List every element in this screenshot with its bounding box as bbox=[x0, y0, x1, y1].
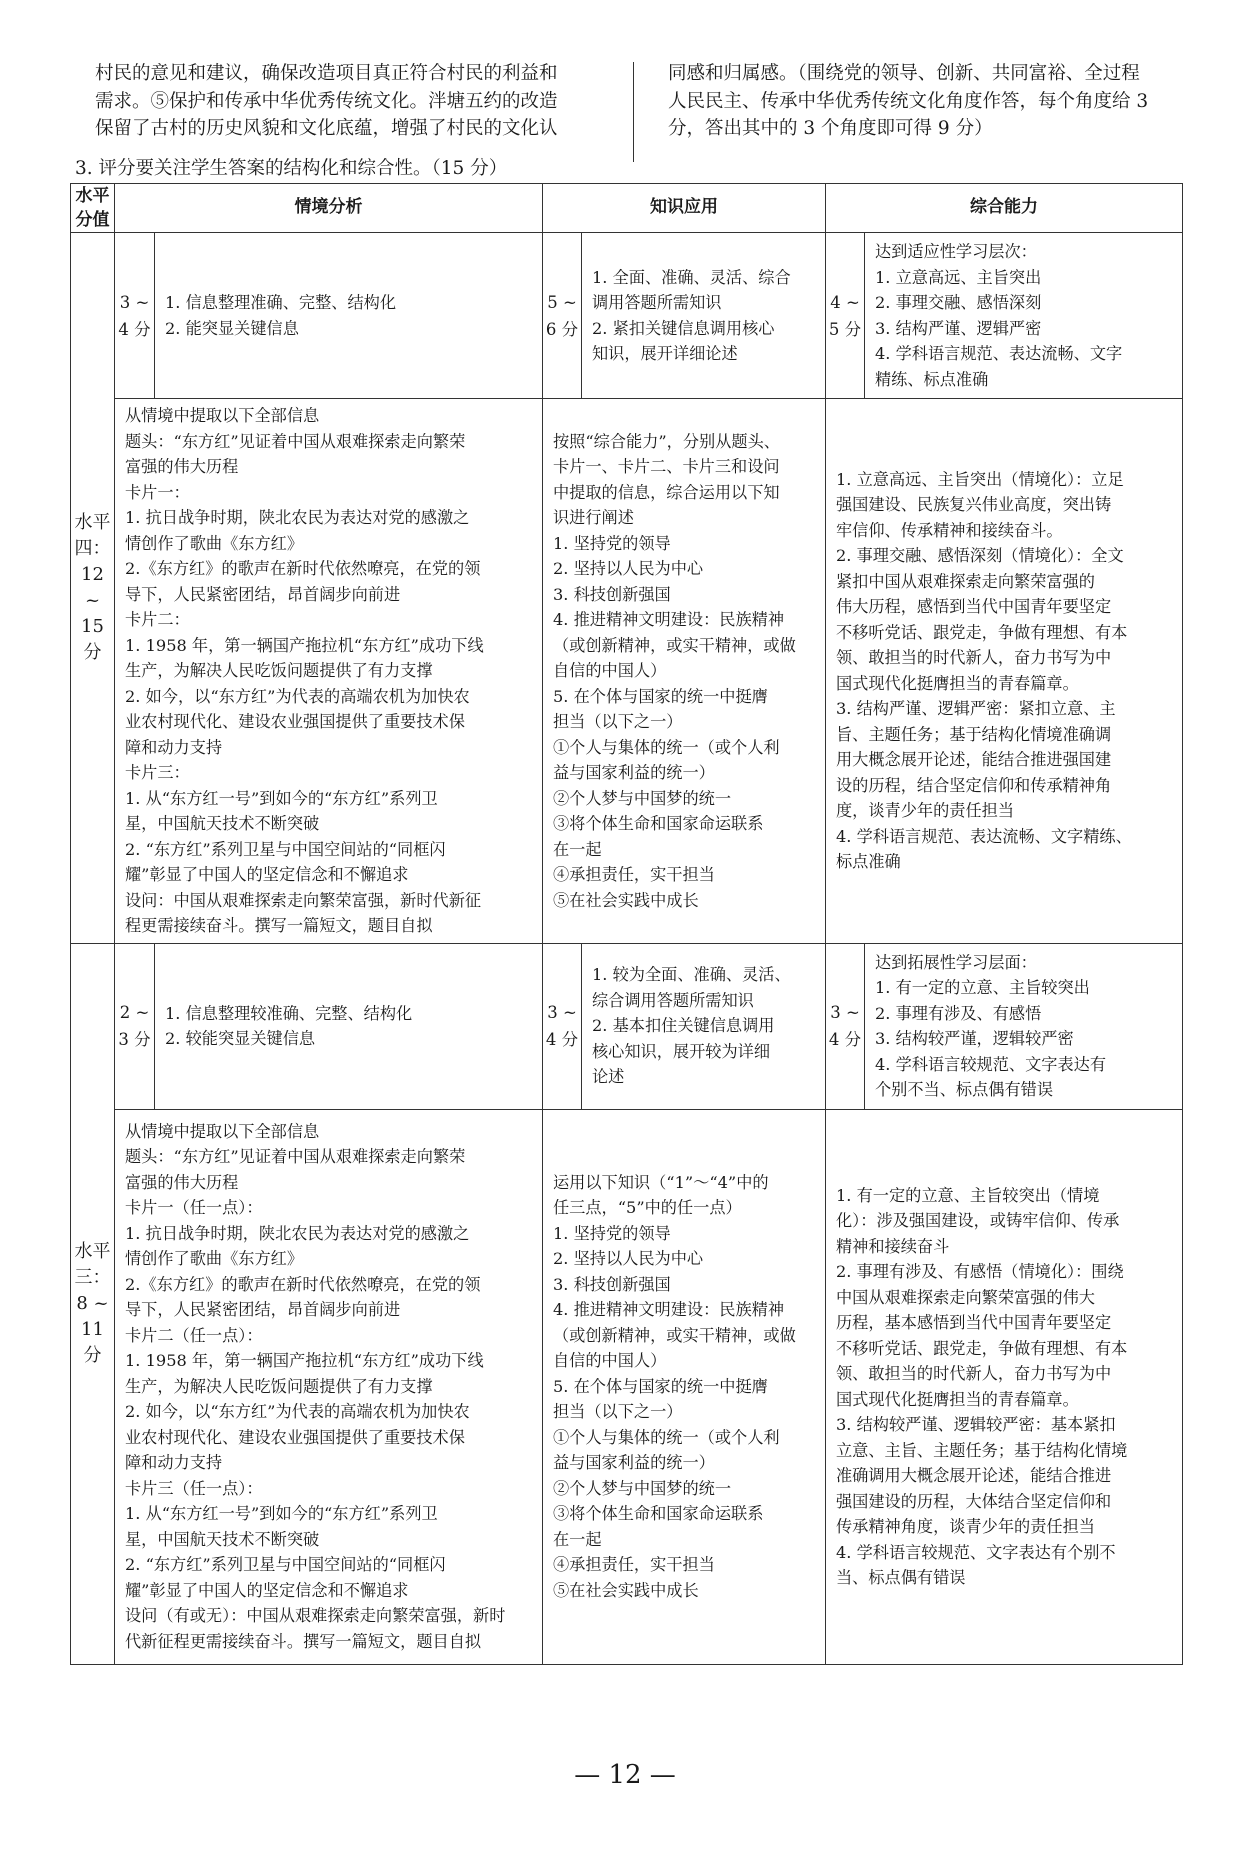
text-line: 2 ~ bbox=[119, 1003, 150, 1022]
text-line: 8 ~ bbox=[76, 1292, 109, 1314]
text-line: 卡片二： bbox=[125, 610, 190, 629]
text-line: 从情境中提取以下全部信息 bbox=[125, 406, 320, 425]
header-level bbox=[71, 184, 115, 233]
level4-ability-detail bbox=[826, 399, 1183, 944]
text-line: 担当（以下之一） bbox=[553, 1402, 683, 1422]
text-line: 卡片三（任一点）： bbox=[125, 1478, 263, 1498]
level4-c3-score bbox=[826, 233, 865, 399]
text-line: 3. 结构较严谨，逻辑较严密 bbox=[875, 1029, 1074, 1048]
text-line: 2. 如今，以“东方红”为代表的高端农机为加快农 bbox=[125, 686, 470, 706]
level3-ability-detail bbox=[826, 1109, 1183, 1664]
level3-c3-criteria bbox=[865, 943, 1183, 1109]
text-line: 牢信仰、传承精神和接续奋斗。 bbox=[836, 520, 1063, 540]
text-line: 国式现代化挺膺担当的青春篇章。 bbox=[836, 673, 1079, 693]
level3-detail-row bbox=[71, 1109, 1183, 1664]
text-line: 1. 抗日战争时期，陕北农民为表达对党的感激之 bbox=[125, 1223, 470, 1243]
intro-text-line: 村民的意见和建议，确保改造项目真正符合村民的利益和 bbox=[95, 63, 558, 84]
level4-c1-criteria bbox=[155, 233, 543, 399]
level3-c1-score bbox=[115, 943, 155, 1109]
text-line: 1. 较为全面、准确、灵活、 bbox=[592, 965, 791, 985]
text-line: 强国建设、民族复兴伟业高度，突出铸 bbox=[836, 495, 1112, 515]
text-line: 2. 能突显关键信息 bbox=[165, 318, 299, 338]
level4-situation-detail bbox=[115, 399, 543, 944]
text-line: ⑤在社会实践中成长 bbox=[553, 1580, 699, 1600]
text-line: 1. 坚持党的领导 bbox=[553, 1223, 671, 1243]
text-line: 紧扣中国从艰难探索走向繁荣富强的 bbox=[836, 571, 1095, 591]
level4-label bbox=[71, 233, 115, 944]
level3-c2-score bbox=[543, 943, 582, 1109]
text-line: 12 ~ bbox=[81, 563, 104, 611]
text-line: 5 ~ bbox=[547, 292, 577, 312]
text-line: 1. 从“东方红一号”到如今的“东方红”系列卫 bbox=[125, 1504, 438, 1524]
text-line: 准确调用大概念展开论述，能结合推进 bbox=[836, 1466, 1112, 1485]
text-line: 领、敢担当的时代新人，奋力书写为中 bbox=[836, 648, 1112, 668]
text-line: 历程，基本感悟到当代中国青年要坚定 bbox=[836, 1313, 1112, 1332]
text-line: 情创作了歌曲《东方红》 bbox=[125, 533, 304, 553]
text-line: 2. 如今，以“东方红”为代表的高端农机为加快农 bbox=[125, 1402, 470, 1422]
text-line: 3. 结构严谨、逻辑严密 bbox=[875, 318, 1042, 338]
text-line: 2.《东方红》的歌声在新时代依然嘹亮，在党的领 bbox=[125, 559, 481, 578]
level4-c2-criteria bbox=[582, 233, 826, 399]
text-line: 2. 事理有涉及、有感悟 bbox=[875, 1003, 1042, 1023]
intro-text-line: 保留了古村的历史风貌和文化底蕴，增强了村民的文化认 bbox=[95, 118, 558, 139]
text-line: 1. 从“东方红一号”到如今的“东方红”系列卫 bbox=[125, 788, 438, 808]
text-line: 3 ~ bbox=[119, 292, 150, 312]
text-line: 中提取的信息，综合运用以下知 bbox=[553, 482, 780, 502]
scoring-instruction: 3. 评分要关注学生答案的结构化和综合性。（15 分） bbox=[75, 158, 508, 179]
text-line: （或创新精神，或实干精神，或做 bbox=[553, 1325, 796, 1345]
text-line: 个别不当、标点偶有错误 bbox=[875, 1080, 1054, 1099]
text-line: 精练、标点准确 bbox=[875, 369, 989, 389]
text-line: （或创新精神，或实干精神，或做 bbox=[553, 635, 796, 655]
intro-text-line: 人民民主、传承中华优秀传统文化角度作答，每个角度给 3 bbox=[668, 90, 1149, 112]
text-line: 3. 结构较严谨、逻辑较严密：基本紧扣 bbox=[836, 1415, 1116, 1434]
text-line: 精神和接续奋斗 bbox=[836, 1236, 950, 1256]
text-line: 标点准确 bbox=[836, 852, 901, 872]
text-line: ①个人与集体的统一（或个人利 bbox=[553, 1427, 780, 1447]
intro-text-line: 需求。⑤保护和传承中华优秀传统文化。泮塘五约的改造 bbox=[95, 90, 558, 112]
header-level-line: 分值 bbox=[75, 210, 110, 230]
text-line: 4. 推进精神文明建设：民族精神 bbox=[553, 1300, 785, 1320]
text-line: 导下，人民紧密团结，昂首阔步向前进 bbox=[125, 584, 401, 604]
intro-text-line: 分，答出其中的 3 个角度即可得 9 分） bbox=[668, 118, 993, 139]
text-line: 在一起 bbox=[553, 1529, 602, 1549]
text-line: 担当（以下之一） bbox=[553, 712, 683, 731]
text-line: 卡片一、卡片二、卡片三和设问 bbox=[553, 457, 780, 476]
text-line: ③将个体生命和国家命运联系 bbox=[553, 814, 764, 833]
text-line: 2. “东方红”系列卫星与中国空间站的“同框闪 bbox=[125, 1555, 446, 1575]
text-line: ④承担责任，实干担当 bbox=[553, 1555, 715, 1575]
text-line: 代新征程更需接续奋斗。撰写一篇短文，题目自拟 bbox=[125, 1631, 482, 1651]
text-line: 2. 坚持以人民为中心 bbox=[553, 1249, 704, 1269]
text-line: 4. 学科语言较规范、文字表达有个别不 bbox=[836, 1542, 1116, 1562]
level4-knowledge-detail bbox=[543, 399, 826, 944]
text-line: 2. 事理交融、感悟深刻（情境化）：全文 bbox=[836, 546, 1124, 566]
text-line: 2. 紧扣关键信息调用核心 bbox=[592, 318, 775, 338]
text-line: 4 ~ bbox=[830, 292, 860, 312]
text-line: 卡片二（任一点）： bbox=[125, 1325, 263, 1345]
level3-criteria-row bbox=[71, 943, 1183, 1109]
text-line: 知识，展开详细论述 bbox=[592, 344, 738, 363]
text-line: 业农村现代化、建设农业强国提供了重要技术保 bbox=[125, 712, 465, 731]
level4-c2-score bbox=[543, 233, 582, 399]
level3-c1-criteria bbox=[155, 943, 543, 1109]
scoring-rubric-table bbox=[70, 183, 1183, 1665]
text-line: 运用以下知识（“1”～“4”中的 bbox=[553, 1172, 769, 1192]
text-line: 生产，为解决人民吃饭问题提供了有力支撑 bbox=[125, 661, 433, 680]
text-line: 中国从艰难探索走向繁荣富强的伟大 bbox=[836, 1287, 1095, 1307]
text-line: 不移听党话、跟党走，争做有理想、有本 bbox=[836, 1338, 1128, 1358]
text-line: 自信的中国人） bbox=[553, 661, 667, 680]
text-line: 2. 事理有涉及、有感悟（情境化）：围绕 bbox=[836, 1262, 1124, 1281]
text-line: 1. 信息整理较准确、完整、结构化 bbox=[165, 1003, 413, 1023]
text-line: 3. 科技创新强国 bbox=[553, 1274, 671, 1294]
header-situation-analysis: 情境分析 bbox=[115, 184, 543, 233]
intro-right-column bbox=[668, 60, 1188, 143]
text-line: 立意、主旨、主题任务；基于结构化情境 bbox=[836, 1440, 1128, 1460]
text-line: 2. 基本扣住关键信息调用 bbox=[592, 1016, 775, 1036]
text-line: 1. 信息整理准确、完整、结构化 bbox=[165, 293, 397, 312]
text-line: 星，中国航天技术不断突破 bbox=[125, 814, 320, 833]
text-line: 2.《东方红》的歌声在新时代依然嘹亮，在党的领 bbox=[125, 1274, 481, 1294]
text-line: 4. 推进精神文明建设：民族精神 bbox=[553, 610, 785, 629]
intro-text-line: 同感和归属感。（围绕党的领导、创新、共同富裕、全过程 bbox=[668, 63, 1140, 84]
text-line: 强国建设的历程，大体结合坚定信仰和 bbox=[836, 1491, 1112, 1511]
page-number: — 12 — bbox=[574, 1760, 676, 1790]
text-line: 障和动力支持 bbox=[125, 1453, 223, 1473]
text-line: 3. 结构严谨、逻辑严密：紧扣立意、主 bbox=[836, 699, 1116, 719]
text-line: 国式现代化挺膺担当的青春篇章。 bbox=[836, 1389, 1079, 1409]
text-line: 在一起 bbox=[553, 839, 602, 859]
text-line: 2. 较能突显关键信息 bbox=[165, 1029, 316, 1048]
text-line: 1. 立意高远、主旨突出（情境化）：立足 bbox=[836, 469, 1124, 489]
level4-criteria-row bbox=[71, 233, 1183, 399]
text-line: ②个人梦与中国梦的统一 bbox=[553, 788, 732, 808]
text-line: 任三点，“5”中的任一点） bbox=[553, 1198, 742, 1218]
text-line: ⑤在社会实践中成长 bbox=[553, 890, 699, 910]
text-line: 障和动力支持 bbox=[125, 737, 223, 757]
text-line: 识进行阐述 bbox=[553, 508, 634, 527]
text-line: 1. 有一定的立意、主旨较突出（情境 bbox=[836, 1185, 1100, 1205]
level4-c3-criteria bbox=[865, 233, 1183, 399]
text-line: 不移听党话、跟党走，争做有理想、有本 bbox=[836, 622, 1128, 642]
text-line: 自信的中国人） bbox=[553, 1351, 667, 1371]
text-line: 用大概念展开论述，能结合推进强国建 bbox=[836, 750, 1112, 770]
text-line: 11 分 bbox=[81, 1318, 104, 1366]
text-line: 程更需接续奋斗。撰写一篇短文，题目自拟 bbox=[125, 916, 433, 935]
text-line: 设问（有或无）：中国从艰难探索走向繁荣富强，新时 bbox=[125, 1606, 506, 1626]
text-line: 卡片一： bbox=[125, 482, 190, 502]
text-line: 4. 学科语言较规范、文字表达有 bbox=[875, 1054, 1107, 1074]
level4-c1-score bbox=[115, 233, 155, 399]
text-line: 当、标点偶有错误 bbox=[836, 1568, 966, 1587]
text-line: 化）：涉及强国建设，或铸牢信仰、传承 bbox=[836, 1211, 1120, 1230]
text-line: 2. 事理交融、感悟深刻 bbox=[875, 293, 1042, 312]
header-level-line: 水平 bbox=[75, 186, 110, 206]
text-line: 1. 抗日战争时期，陕北农民为表达对党的感激之 bbox=[125, 508, 470, 527]
text-line: 水平 bbox=[74, 1240, 111, 1262]
text-line: 导下，人民紧密团结，昂首阔步向前进 bbox=[125, 1300, 401, 1320]
text-line: 调用答题所需知识 bbox=[592, 293, 722, 312]
text-line: 5. 在个体与国家的统一中挺膺 bbox=[553, 686, 768, 706]
text-line: 业农村现代化、建设农业强国提供了重要技术保 bbox=[125, 1427, 465, 1447]
level3-situation-detail bbox=[115, 1109, 543, 1664]
text-line: 四： bbox=[74, 537, 111, 559]
text-line: 耀”彰显了中国人的坚定信念和不懈追求 bbox=[125, 1580, 409, 1600]
header-knowledge-application: 知识应用 bbox=[543, 184, 826, 233]
header-row bbox=[71, 184, 1183, 233]
text-line: 传承精神角度，谈青少年的责任担当 bbox=[836, 1517, 1095, 1536]
text-line: 1. 立意高远、主旨突出 bbox=[875, 267, 1042, 287]
text-line: 三： bbox=[74, 1266, 111, 1288]
column-divider bbox=[633, 62, 634, 162]
text-line: 题头：“东方红”见证着中国从艰难探索走向繁荣 bbox=[125, 431, 466, 451]
text-line: 1. 坚持党的领导 bbox=[553, 533, 671, 553]
text-line: 富强的伟大历程 bbox=[125, 1172, 239, 1192]
text-line: 按照“综合能力”，分别从题头、 bbox=[553, 431, 780, 451]
text-line: 4. 学科语言规范、表达流畅、文字精练、 bbox=[836, 826, 1132, 846]
text-line: 益与国家利益的统一） bbox=[553, 763, 715, 782]
text-line: 15 分 bbox=[81, 615, 104, 663]
text-line: 益与国家利益的统一） bbox=[553, 1453, 715, 1473]
text-line: ④承担责任，实干担当 bbox=[553, 865, 715, 884]
text-line: 2. “东方红”系列卫星与中国空间站的“同框闪 bbox=[125, 839, 446, 859]
text-line: 核心知识，展开较为详细 bbox=[592, 1041, 771, 1061]
text-line: 情创作了歌曲《东方红》 bbox=[125, 1249, 304, 1269]
text-line: 达到拓展性学习层面： bbox=[875, 952, 1037, 972]
text-line: 设问：中国从艰难探索走向繁荣富强，新时代新征 bbox=[125, 890, 482, 910]
text-line: 题头：“东方红”见证着中国从艰难探索走向繁荣 bbox=[125, 1147, 466, 1167]
level3-c2-criteria bbox=[582, 943, 826, 1109]
text-line: 设的历程，结合坚定信仰和传承精神角 bbox=[836, 775, 1112, 795]
text-line: 生产，为解决人民吃饭问题提供了有力支撑 bbox=[125, 1376, 433, 1396]
text-line: 卡片三： bbox=[125, 763, 190, 782]
text-line: 耀”彰显了中国人的坚定信念和不懈追求 bbox=[125, 865, 409, 884]
text-line: 度，谈青少年的责任担当 bbox=[836, 801, 1015, 821]
text-line: 1. 全面、准确、灵活、综合 bbox=[592, 267, 791, 287]
text-line: 4 分 bbox=[545, 1030, 579, 1049]
text-line: 3. 科技创新强国 bbox=[553, 584, 671, 604]
text-line: ②个人梦与中国梦的统一 bbox=[553, 1478, 732, 1498]
text-line: 伟大历程，感悟到当代中国青年要坚定 bbox=[836, 597, 1112, 617]
level3-label bbox=[71, 943, 115, 1664]
level3-c3-score bbox=[826, 943, 865, 1109]
text-line: 3 分 bbox=[118, 1030, 151, 1049]
text-line: 水平 bbox=[74, 511, 111, 533]
text-line: ①个人与集体的统一（或个人利 bbox=[553, 737, 780, 757]
text-line: 旨、主题任务；基于结构化情境准确调 bbox=[836, 724, 1112, 744]
level4-detail-row bbox=[71, 399, 1183, 944]
text-line: 星，中国航天技术不断突破 bbox=[125, 1529, 320, 1549]
text-line: 6 分 bbox=[545, 319, 579, 339]
text-line: 达到适应性学习层次： bbox=[875, 242, 1037, 261]
text-line: 1. 1958 年，第一辆国产拖拉机“东方红”成功下线 bbox=[125, 1351, 484, 1371]
text-line: 4 分 bbox=[118, 319, 151, 339]
text-line: 4 分 bbox=[828, 1030, 862, 1049]
text-line: 卡片一（任一点）： bbox=[125, 1198, 263, 1218]
text-line: 3 ~ bbox=[547, 1003, 577, 1022]
text-line: 5 分 bbox=[828, 319, 862, 339]
text-line: 2. 坚持以人民为中心 bbox=[553, 559, 704, 578]
text-line: 1. 1958 年，第一辆国产拖拉机“东方红”成功下线 bbox=[125, 635, 484, 655]
text-line: 领、敢担当的时代新人，奋力书写为中 bbox=[836, 1364, 1112, 1383]
text-line: ③将个体生命和国家命运联系 bbox=[553, 1504, 764, 1524]
text-line: 4. 学科语言规范、表达流畅、文字 bbox=[875, 344, 1123, 363]
text-line: 富强的伟大历程 bbox=[125, 457, 239, 476]
text-line: 论述 bbox=[592, 1067, 625, 1087]
header-comprehensive-ability: 综合能力 bbox=[826, 184, 1183, 233]
text-line: 综合调用答题所需知识 bbox=[592, 990, 754, 1010]
intro-left-column bbox=[95, 60, 615, 143]
text-line: 1. 有一定的立意、主旨较突出 bbox=[875, 978, 1090, 997]
level3-knowledge-detail bbox=[543, 1109, 826, 1664]
text-line: 3 ~ bbox=[830, 1003, 860, 1022]
text-line: 从情境中提取以下全部信息 bbox=[125, 1121, 320, 1141]
text-line: 5. 在个体与国家的统一中挺膺 bbox=[553, 1376, 768, 1396]
